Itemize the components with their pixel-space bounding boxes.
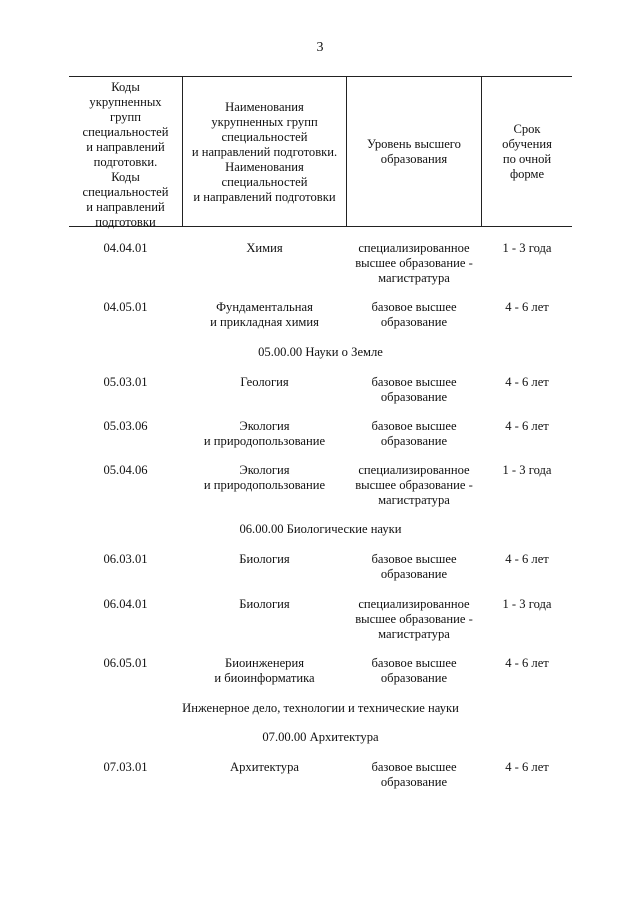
row-name: Биология bbox=[239, 552, 290, 566]
page-number: 3 bbox=[316, 40, 324, 55]
row-level: специализированное высшее образование - магистратура bbox=[355, 597, 473, 641]
row-term: 1 - 3 года bbox=[502, 241, 552, 255]
row-name: Архитектура bbox=[230, 760, 299, 774]
row-term: 4 - 6 лет bbox=[505, 375, 549, 389]
section-heading: 07.00.00 Архитектура bbox=[262, 730, 379, 744]
header-term: Срок обучения по очной форме bbox=[502, 122, 552, 181]
row-level: базовое высшее образование bbox=[371, 375, 457, 404]
row-term: 1 - 3 года bbox=[502, 597, 552, 611]
row-code: 04.04.01 bbox=[103, 241, 148, 255]
row-term: 4 - 6 лет bbox=[505, 300, 549, 314]
row-code: 05.04.06 bbox=[103, 463, 148, 477]
section-heading: 05.00.00 Науки о Земле bbox=[258, 345, 383, 359]
row-level: базовое высшее образование bbox=[371, 760, 457, 789]
header-level: Уровень высшего образования bbox=[367, 137, 461, 166]
row-name: Экология и природопользование bbox=[203, 463, 326, 492]
row-term: 4 - 6 лет bbox=[505, 760, 549, 774]
row-name: Химия bbox=[246, 241, 283, 255]
row-name: Экология и природопользование bbox=[203, 419, 326, 448]
header-codes: Коды укрупненных групп специальностей и направлений подготовки. Коды специальностей и направлений подготовки bbox=[82, 80, 169, 229]
row-level: базовое высшее образование bbox=[371, 552, 457, 581]
row-name: Биология bbox=[239, 597, 290, 611]
row-level: базовое высшее образование bbox=[371, 300, 457, 329]
row-code: 06.04.01 bbox=[103, 597, 148, 611]
row-name: Биоинженерия и биоинформатика bbox=[214, 656, 315, 685]
row-level: специализированное высшее образование - магистратура bbox=[355, 241, 473, 285]
header-names: Наименования укрупненных групп специальностей и направлений подготовки. Наименования специальностей и направлений подготовки bbox=[191, 100, 338, 204]
table-top-border bbox=[69, 76, 572, 77]
row-code: 06.05.01 bbox=[103, 656, 148, 670]
row-level: базовое высшее образование bbox=[371, 419, 457, 448]
section-heading: 06.00.00 Биологические науки bbox=[239, 522, 402, 536]
row-level: специализированное высшее образование - магистратура bbox=[355, 463, 473, 507]
row-code: 07.03.01 bbox=[103, 760, 148, 774]
row-name: Геология bbox=[240, 375, 289, 389]
row-level: базовое высшее образование bbox=[371, 656, 457, 685]
row-code: 04.05.01 bbox=[103, 300, 148, 314]
row-term: 1 - 3 года bbox=[502, 463, 552, 477]
section-heading: Инженерное дело, технологии и технические науки bbox=[182, 701, 459, 715]
row-term: 4 - 6 лет bbox=[505, 656, 549, 670]
row-term: 4 - 6 лет bbox=[505, 552, 549, 566]
row-code: 05.03.06 bbox=[103, 419, 148, 433]
row-term: 4 - 6 лет bbox=[505, 419, 549, 433]
row-name: Фундаментальная и прикладная химия bbox=[210, 300, 319, 329]
row-code: 05.03.01 bbox=[103, 375, 148, 389]
row-code: 06.03.01 bbox=[103, 552, 148, 566]
